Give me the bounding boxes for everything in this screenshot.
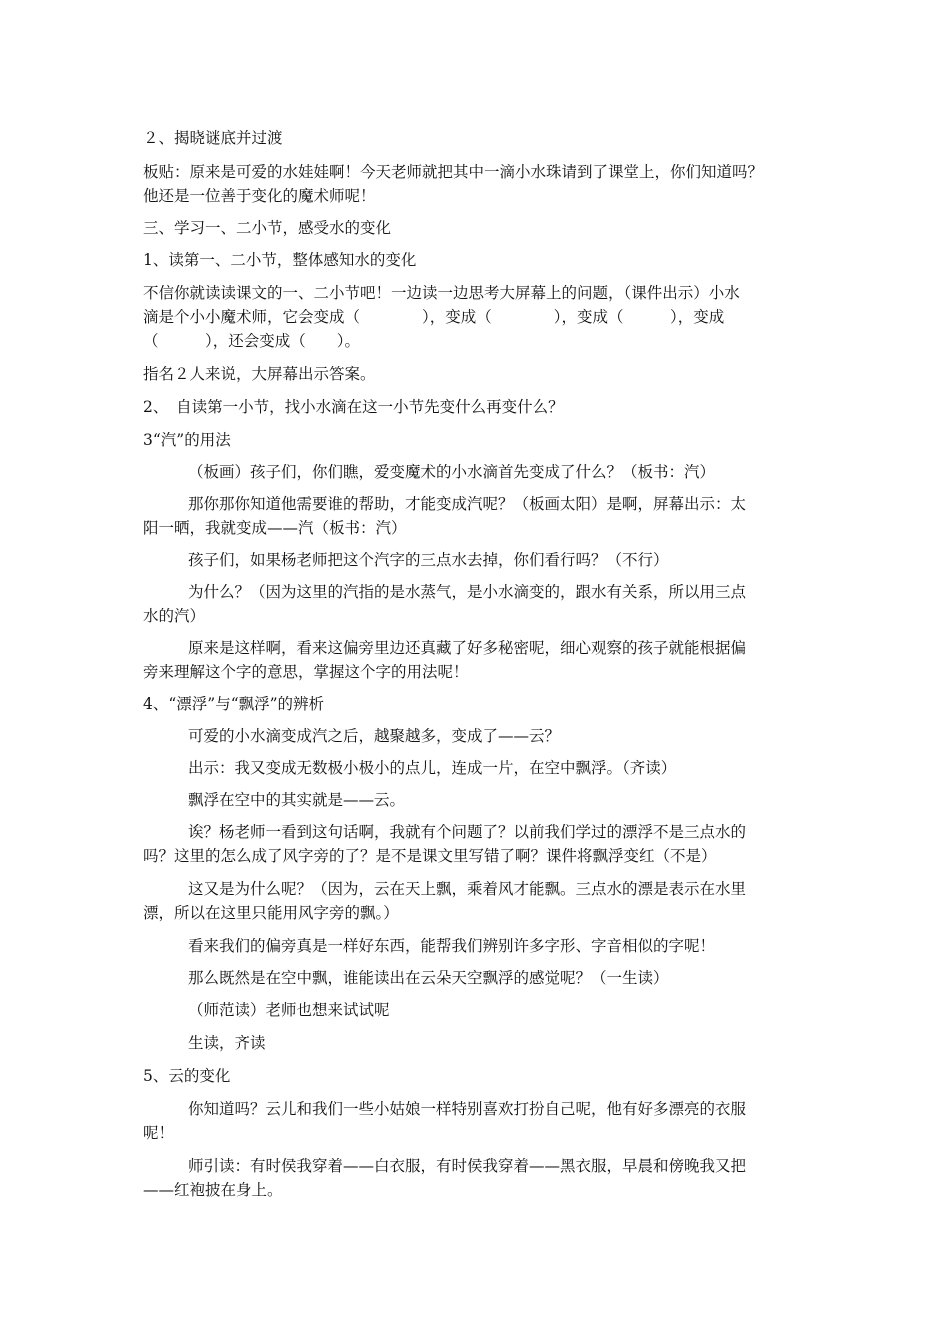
paragraph-line: 孩子们，如果杨老师把这个汽字的三点水去掉，你们看行吗？（不行） (188, 551, 669, 569)
paragraph-line: 生读，齐读 (188, 1034, 266, 1052)
paragraph-line: 飘浮在空中的其实就是——云。 (188, 791, 406, 809)
subheading: 4、“漂浮”与“飘浮”的辨析 (143, 695, 325, 713)
paragraph-line: 板贴：原来是可爱的水娃娃啊！今天老师就把其中一滴小水珠请到了课堂上，你们知道吗？ (143, 163, 764, 181)
subheading: 3“汽”的用法 (143, 431, 231, 449)
paragraph-line: 吗？这里的怎么成了风字旁的了？是不是课文里写错了啊？课件将飘浮变红（不是） (143, 847, 717, 865)
paragraph-line: 原来是这样啊，看来这偏旁里边还真藏了好多秘密呢，细心观察的孩子就能根据偏 (188, 639, 747, 657)
heading-reveal-riddle: ２、揭晓谜底并过渡 (143, 129, 283, 147)
paragraph-line: 为什么？（因为这里的汽指的是水蒸气，是小水滴变的，跟水有关系，所以用三点 (188, 583, 747, 601)
paragraph-line: 指名２人来说，大屏幕出示答案。 (143, 365, 376, 383)
paragraph-line: 出示：我又变成无数极小极小的点儿，连成一片，在空中飘浮。（齐读） (188, 759, 677, 777)
paragraph-line: 你知道吗？云儿和我们一些小姑娘一样特别喜欢打扮自己呢，他有好多漂亮的衣服 (188, 1100, 747, 1118)
paragraph-line: （师范读）老师也想来试试呢 (188, 1001, 390, 1019)
subheading: 2、 自读第一小节，找小水滴在这一小节先变什么再变什么？ (143, 398, 564, 416)
paragraph-line: 这又是为什么呢？（因为，云在天上飘，乘着风才能飘。三点水的漂是表示在水里 (188, 880, 747, 898)
section-heading: 三、学习一、二小节，感受水的变化 (143, 219, 392, 237)
paragraph-line: 他还是一位善于变化的魔术师呢！ (143, 187, 376, 205)
paragraph-line: 不信你就读读课文的一、二小节吧！一边读一边思考大屏幕上的问题，（课件出示）小水 (143, 284, 740, 302)
paragraph-line: 滴是个小小魔术师，它会变成（ ），变成（ ），变成（ ），变成 (143, 308, 725, 326)
paragraph-line: （板画）孩子们，你们瞧，爱变魔术的小水滴首先变成了什么？（板书：汽） (188, 463, 716, 481)
paragraph-line: 诶？杨老师一看到这句话啊，我就有个问题了？以前我们学过的漂浮不是三点水的 (188, 823, 747, 841)
paragraph-line: （ ），还会变成（ ）。 (143, 332, 361, 350)
paragraph-line: 师引读：有时侯我穿着——白衣服，有时侯我穿着——黑衣服，早晨和傍晚我又把 (188, 1157, 747, 1175)
paragraph-line: 阳一晒，我就变成——汽（板书：汽） (143, 519, 407, 537)
subheading: 1、读第一、二小节，整体感知水的变化 (143, 251, 417, 269)
paragraph-line: 看来我们的偏旁真是一样好东西，能帮我们辨别许多字形、字音相似的字呢！ (188, 937, 716, 955)
paragraph-line: ——红袍披在身上。 (143, 1181, 283, 1199)
paragraph-line: 呢！ (143, 1124, 175, 1142)
paragraph-line: 旁来理解这个字的意思，掌握这个字的用法呢！ (143, 663, 469, 681)
paragraph-line: 可爱的小水滴变成汽之后，越聚越多，变成了——云？ (188, 727, 561, 745)
paragraph-line: 漂，所以在这里只能用风字旁的飘。） (143, 904, 399, 922)
paragraph-line: 水的汽） (143, 607, 206, 625)
subheading: 5、云的变化 (143, 1067, 231, 1085)
paragraph-line: 那你那你知道他需要谁的帮助，才能变成汽呢？（板画太阳）是啊，屏幕出示：太 (188, 495, 747, 513)
paragraph-line: 那么既然是在空中飘，谁能读出在云朵天空飘浮的感觉呢？（一生读） (188, 969, 669, 987)
